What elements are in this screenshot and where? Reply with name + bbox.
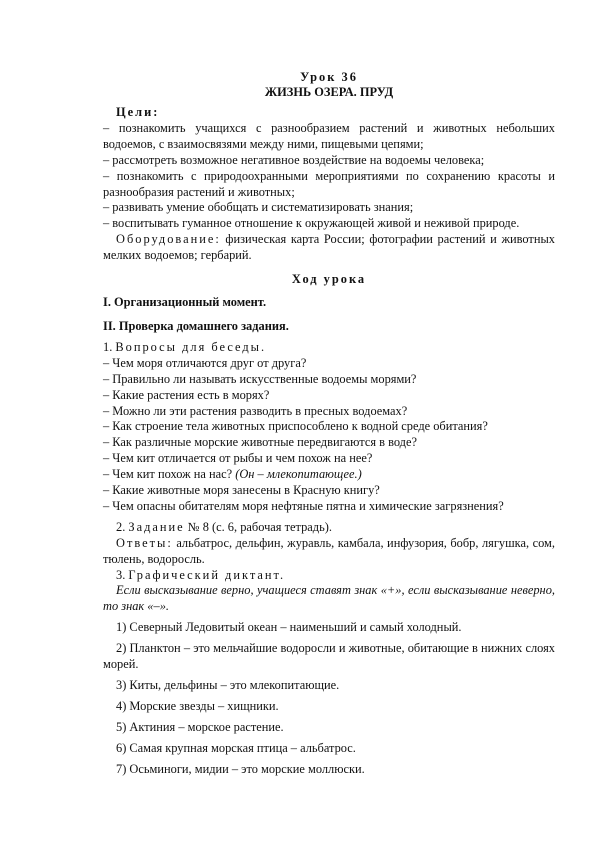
dictation-item: 3) Киты, дельфины – это млекопитающие. bbox=[116, 678, 340, 692]
answers-text: альбатрос, дельфин, журавль, камбала, инфузория, бобр, лягушка, сом, тюлень, водоросль. bbox=[103, 535, 555, 566]
goal-item: – познакомить учащихся с разнообразием растений и животных небольших водоемов, с взаимосвязями между ними, пищевыми цепями; bbox=[103, 120, 555, 151]
goal-item: – познакомить с природоохранными мероприятиями по сохранению красоты и разнообразия растений и животных; bbox=[103, 168, 555, 199]
question-item: – Правильно ли называть искусственные водоемы морями? bbox=[103, 371, 417, 386]
task-paragraph bbox=[103, 520, 555, 536]
task-number: 2. bbox=[116, 519, 129, 534]
lesson-progress-title: Ход урока bbox=[291, 272, 367, 287]
task-text: № 8 (с. 6, рабочая тетрадь). bbox=[184, 519, 332, 534]
dictation-item: 5) Актиния – морское растение. bbox=[116, 719, 284, 734]
question-item bbox=[103, 467, 555, 483]
question-item: – Можно ли эти растения разводить в пресных водоемах? bbox=[103, 403, 408, 418]
dictation-item: 4) Морские звезды – хищники. bbox=[116, 698, 279, 713]
question-item: – Чем моря отличаются друг от друга? bbox=[103, 355, 307, 370]
equipment-label: Оборудование: bbox=[116, 232, 221, 247]
dictation-label: Графический диктант. bbox=[128, 567, 286, 582]
questions-number: 1. bbox=[103, 339, 116, 354]
task-label: Задание bbox=[128, 519, 185, 534]
question-item: – Чем кит отличается от рыбы и чем похож на нее? bbox=[103, 451, 373, 466]
dictation-item: 1) Северный Ледовитый океан – наименьший и самый холодный. bbox=[116, 620, 462, 635]
goal-item: – рассмотреть возможное негативное воздействие на водоемы человека; bbox=[103, 152, 485, 167]
questions-label: Вопросы для беседы. bbox=[115, 339, 267, 354]
answers-label: Ответы: bbox=[116, 535, 173, 550]
question-item: – Какие животные моря занесены в Красную книгу? bbox=[103, 483, 380, 498]
equipment-text: физическая карта России; фотографии растений и животных мелких водоемов; гербарий. bbox=[103, 232, 555, 263]
lesson-number: Урок 36 bbox=[300, 70, 358, 84]
question-item: – Какие растения есть в морях? bbox=[103, 387, 270, 402]
question-item: – Как различные морские животные передвигаются в воде? bbox=[103, 435, 417, 450]
lesson-title: ЖИЗНЬ ОЗЕРА. ПРУД bbox=[264, 85, 394, 99]
questions-heading bbox=[103, 340, 555, 356]
dictation-heading bbox=[103, 568, 555, 584]
section-homework: II. Проверка домашнего задания. bbox=[103, 318, 289, 333]
question-text: – Чем кит похож на нас? bbox=[103, 467, 236, 482]
dictation-number: 3. bbox=[116, 567, 129, 582]
section-organizational: I. Организационный момент. bbox=[103, 295, 267, 310]
question-item: – Чем опасны обитателям моря нефтяные пятна и химические загрязнения? bbox=[103, 498, 504, 513]
answers-paragraph bbox=[103, 536, 555, 568]
question-item: – Как строение тела животных приспособлено к водной среде обитания? bbox=[103, 419, 488, 434]
dictation-item: 7) Осьминоги, мидии – это морские моллюски. bbox=[116, 761, 365, 776]
dictation-instruction: Если высказывание верно, учащиеся ставят знак «+», если высказывание неверно, то знак «–». bbox=[103, 583, 555, 614]
dictation-item: 2) Планктон – это мельчайшие водоросли и животные, обитающие в нижних слоях морей. bbox=[103, 641, 555, 672]
goal-item: – развивать умение обобщать и систематизировать знания; bbox=[103, 200, 414, 215]
goals-label: Цели: bbox=[116, 105, 160, 119]
question-answer: (Он – млекопитающее.) bbox=[235, 467, 362, 482]
dictation-item: 6) Самая крупная морская птица – альбатрос. bbox=[116, 740, 356, 755]
equipment-paragraph bbox=[103, 232, 555, 264]
goal-item: – воспитывать гуманное отношение к окружающей живой и неживой природе. bbox=[103, 216, 520, 231]
